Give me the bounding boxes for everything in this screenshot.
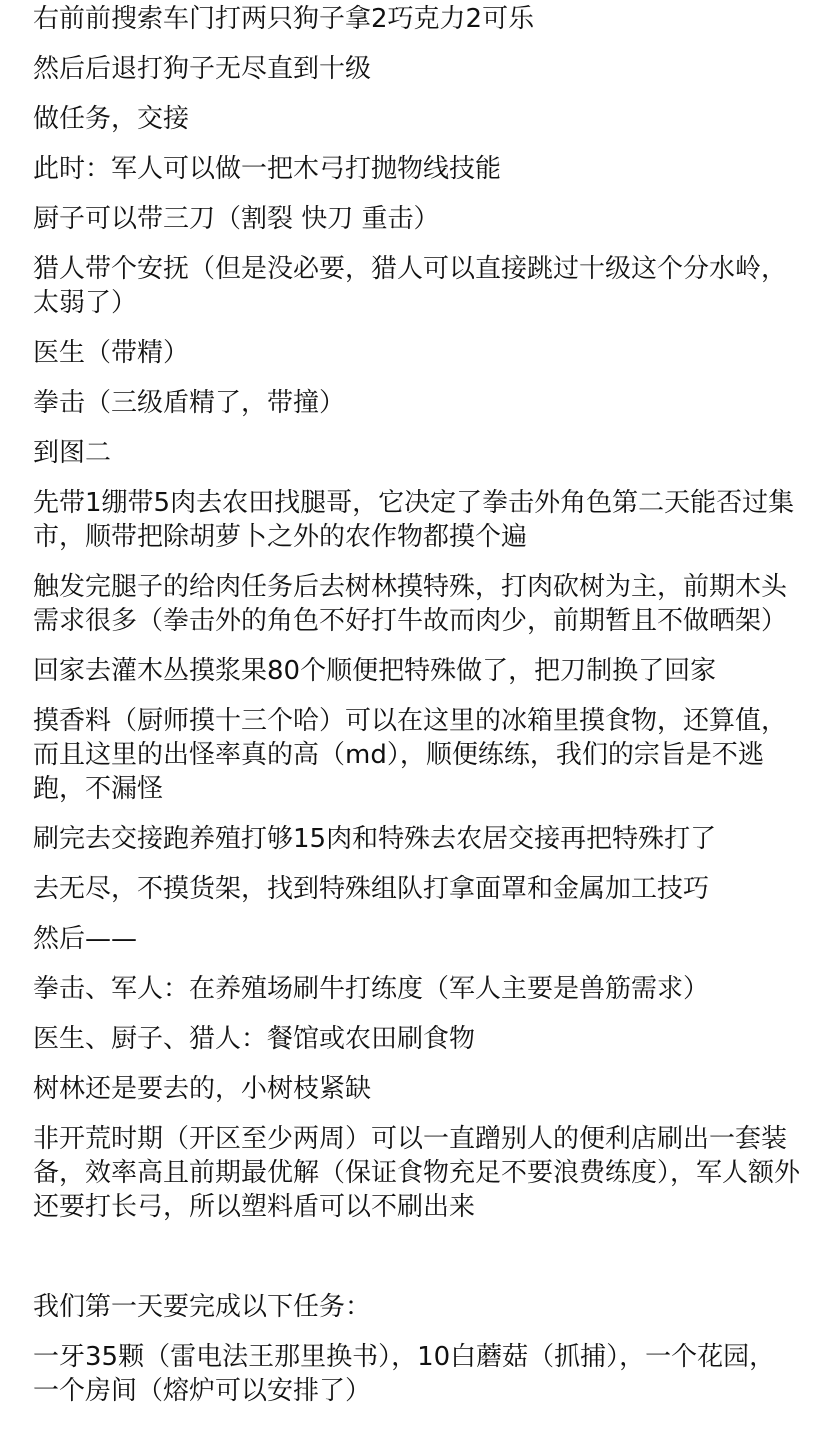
paragraph: 此时：军人可以做一把木弓打抛物线技能 [33,154,502,184]
paragraph: 摸香料（厨师摸十三个哈）可以在这里的冰箱里摸食物，还算值，而且这里的出怪率真的高（md），顺便练练，我们的宗旨是不逃跑，不漏怪 [33,706,788,804]
paragraph: 然后后退打狗子无尽直到十级 [33,54,372,84]
paragraph: 树林还是要去的，小树枝紧缺 [33,1074,372,1104]
paragraph: 回家去灌木丛摸浆果80个顺便把特殊做了，把刀制换了回家 [33,656,717,686]
paragraph: 猎人带个安抚（但是没必要，猎人可以直接跳过十级这个分水岭，太弱了） [33,254,788,318]
paragraph: 拳击（三级盾精了，带撞） [33,388,346,418]
paragraph: 刷完去交接跑养殖打够15肉和特殊去农居交接再把特殊打了 [33,824,717,854]
paragraph: 非开荒时期（开区至少两周）可以一直蹭别人的便利店刷出一套装备，效率高且前期最优解（保证食物充足不要浪费练度），军人额外还要打长弓，所以塑料盾可以不刷出来 [33,1124,801,1222]
paragraph: 到图二 [33,438,112,468]
paragraph: 先带1绷带5肉去农田找腿哥，它决定了拳击外角色第二天能否过集市，顺带把除胡萝卜之外的农作物都摸个遍 [33,488,795,552]
paragraph: 然后—— [33,924,138,954]
paragraph: 厨子可以带三刀（割裂 快刀 重击） [33,204,440,234]
paragraph: 触发完腿子的给肉任务后去树林摸特殊，打肉砍树为主，前期木头需求很多（拳击外的角色不好打牛故而肉少，前期暂且不做晒架） [33,572,788,636]
paragraph: 一牙35颗（雷电法王那里换书），10白蘑菇（抓捕），一个花园，一个房间（熔炉可以安排了） [33,1342,776,1406]
blank-line [33,1240,801,1274]
paragraph: 我们第一天要完成以下任务： [33,1292,372,1322]
paragraph: 做任务，交接 [33,104,190,134]
paragraph: 医生（带精） [33,338,190,368]
paragraph: 拳击、军人：在养殖场刷牛打练度（军人主要是兽筋需求） [33,974,710,1004]
paragraph: 右前前搜索车门打两只狗子拿2巧克力2可乐 [33,4,535,34]
document-text [33,0,801,1408]
paragraph: 去无尽，不摸货架，找到特殊组队打拿面罩和金属加工技巧 [33,874,710,904]
paragraph: 医生、厨子、猎人：餐馆或农田刷食物 [33,1024,476,1054]
